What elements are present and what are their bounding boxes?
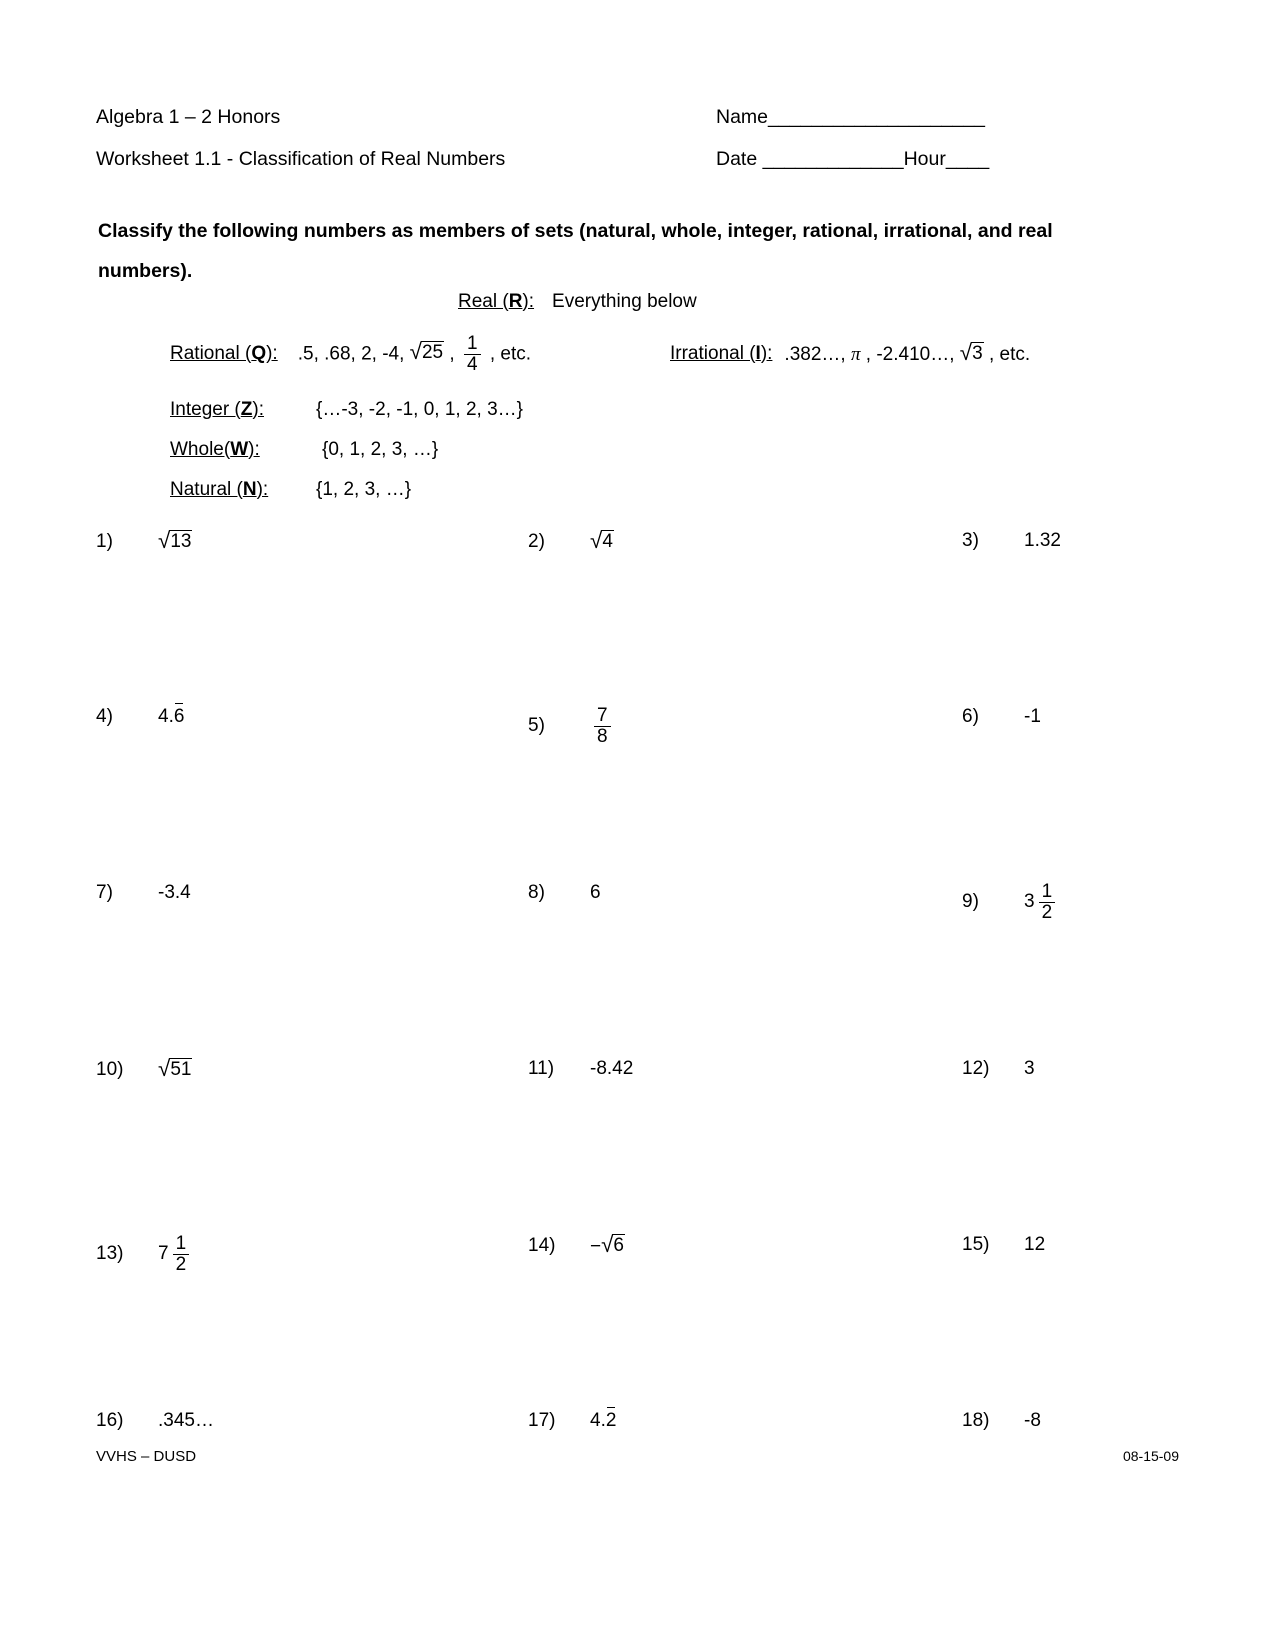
problem-list: [96, 530, 1116, 1586]
problem-number: 11): [528, 1058, 555, 1079]
problem-item: [528, 706, 615, 747]
course-title: Algebra 1 – 2 Honors: [96, 106, 281, 128]
radical-sign-icon: √: [590, 528, 603, 554]
problem-number: 16): [96, 1410, 124, 1431]
sqrt-25: √ 25: [409, 339, 444, 365]
plain-number: 3: [1024, 1058, 1035, 1079]
rational-prefix: .5, .68, 2, -4,: [297, 343, 410, 365]
set-row-whole: [170, 430, 439, 470]
problem-expression: [590, 1234, 625, 1258]
problem-number: 1): [96, 531, 113, 552]
problem-expression: [1024, 706, 1041, 728]
radical-sign-icon: √: [158, 1056, 171, 1082]
set-value-real: Everything below: [552, 291, 697, 312]
problem-number: 2): [528, 531, 545, 552]
problem-expression: [1024, 1058, 1035, 1080]
problem-item: [528, 882, 601, 904]
problem-item: [528, 1058, 633, 1080]
whole-part: 3: [1024, 891, 1035, 913]
problem-row: [96, 706, 1116, 882]
worksheet-title: Worksheet 1.1 - Classification of Real Numbers: [96, 148, 506, 170]
problem-number: 13): [96, 1243, 124, 1265]
problem-number: 5): [528, 715, 545, 737]
problem-row: [96, 882, 1116, 1058]
rational-comma: ,: [449, 343, 460, 365]
fraction: [173, 1234, 190, 1275]
header-row-2: [96, 138, 1116, 180]
irrational-prefix: .382…,: [784, 344, 851, 365]
problem-number: 15): [962, 1234, 990, 1255]
set-label-integer: Integer (Z):: [170, 399, 264, 420]
set-label-real: Real (R):: [458, 291, 535, 312]
sqrt-expression: [601, 1234, 625, 1257]
radicand: 51: [170, 1059, 192, 1080]
problem-expression: [158, 1410, 214, 1432]
irrational-suffix: , etc.: [988, 344, 1031, 365]
problem-number: 10): [96, 1059, 124, 1080]
fraction: [1039, 882, 1056, 923]
set-row-irrational: [670, 332, 1030, 376]
problem-number: 14): [528, 1235, 556, 1256]
whole-part: 7: [158, 1243, 169, 1265]
problem-expression: [590, 530, 614, 554]
problem-number: 8): [528, 882, 545, 903]
problem-expression: [1024, 1410, 1041, 1432]
problem-expression: [158, 882, 191, 904]
instruction-text: Classify the following numbers as members of sets (natural, whole, integer, rational, irrational, and real numbers).: [98, 220, 1053, 282]
set-value-whole: {0, 1, 2, 3, …}: [322, 439, 439, 460]
mixed-number: [1024, 882, 1059, 923]
problem-number: 18): [962, 1410, 990, 1431]
set-label-natural: Natural (N):: [170, 479, 269, 500]
problem-item: [962, 1234, 1045, 1256]
set-label-whole: Whole(W):: [170, 439, 260, 460]
problem-item: [962, 1410, 1041, 1432]
repeating-bar-digit: 2: [605, 1410, 617, 1431]
pi-symbol: π: [850, 344, 861, 365]
problem-expression: [590, 882, 601, 904]
header-row-1: [96, 96, 1116, 138]
set-row-rational: [170, 332, 531, 376]
problem-row: [96, 1058, 1116, 1234]
decimal-lead: 4.: [158, 706, 174, 727]
denominator: 2: [1039, 902, 1056, 923]
plain-number: -3.4: [158, 882, 191, 903]
problem-item: [528, 1234, 625, 1258]
set-value-rational: [298, 334, 531, 375]
numerator: 7: [597, 705, 608, 726]
problem-item: [962, 530, 1061, 552]
radicand: 13: [170, 531, 192, 552]
problem-item: [528, 1410, 616, 1432]
problem-number: 7): [96, 882, 113, 903]
problem-number: 3): [962, 530, 979, 551]
plain-number: -8: [1024, 1410, 1041, 1431]
problem-item: [96, 1410, 214, 1432]
problem-item: [962, 706, 1041, 728]
fraction: [594, 706, 611, 747]
problem-expression: [590, 706, 615, 747]
decimal-lead: 4.: [590, 1410, 606, 1431]
footer-date: 08-15-09: [1122, 1448, 1179, 1464]
problem-expression: [1024, 1234, 1045, 1256]
problem-number: 9): [962, 891, 979, 913]
problem-expression: [158, 1234, 193, 1275]
problem-item: [962, 882, 1059, 923]
problem-number: 17): [528, 1410, 556, 1431]
radical-sign-icon: √: [601, 1232, 614, 1258]
plain-number: .345…: [158, 1410, 214, 1431]
radical-sign-icon: √: [959, 340, 973, 366]
problem-expression: [158, 1058, 192, 1082]
set-value-integer: {…-3, -2, -1, 0, 1, 2, 3…}: [316, 399, 523, 420]
problem-expression: [1024, 530, 1061, 552]
radicand: 4: [602, 531, 613, 552]
problem-item: [96, 1234, 193, 1275]
irrational-mid: , -2.410…,: [865, 344, 960, 365]
repeating-bar-digit: 6: [173, 706, 185, 727]
problem-number: 6): [962, 706, 979, 727]
document-header: [96, 96, 1116, 180]
set-row-real: [458, 286, 697, 318]
date-hour-field: Date _____________Hour____: [716, 148, 990, 170]
problem-expression: [590, 1410, 616, 1432]
problem-item: [96, 706, 184, 728]
sqrt-3: √ 3: [959, 340, 983, 366]
denominator: 8: [594, 726, 611, 747]
problem-item: [96, 1058, 192, 1082]
radicand: 6: [613, 1235, 624, 1256]
plain-number: -8.42: [590, 1058, 634, 1079]
plain-number: 1.32: [1024, 530, 1061, 551]
plain-number: -1: [1024, 706, 1041, 727]
footer-school: VVHS – DUSD: [96, 1448, 197, 1465]
set-label-irrational: Irrational (I):: [670, 343, 773, 364]
sqrt-expression: [158, 530, 192, 553]
problem-row: [96, 530, 1116, 706]
numerator: 1: [175, 1233, 187, 1254]
numerator: 1: [1041, 881, 1053, 902]
problem-expression: [158, 706, 184, 728]
name-field: Name____________________: [716, 106, 985, 128]
problem-expression: [158, 530, 192, 554]
rational-suffix: , etc.: [489, 343, 532, 365]
set-row-natural: [170, 470, 412, 510]
problem-row: [96, 1234, 1116, 1410]
plain-number: 12: [1024, 1234, 1046, 1255]
set-value-natural: {1, 2, 3, …}: [316, 479, 412, 500]
problem-number: 12): [962, 1058, 990, 1079]
problem-item: [528, 530, 614, 554]
denominator: 2: [173, 1254, 190, 1275]
set-row-integer: [170, 390, 523, 430]
minus-sign: −: [590, 1236, 602, 1257]
problem-expression: [590, 1058, 633, 1080]
radical-sign-icon: √: [158, 528, 171, 554]
plain-number: 6: [590, 882, 601, 903]
problem-expression: [1024, 882, 1059, 923]
mixed-number: [158, 1234, 193, 1275]
set-label-rational: Rational (Q):: [170, 343, 278, 364]
problem-number: 4): [96, 706, 113, 727]
radical-sign-icon: √: [409, 339, 422, 365]
set-value-irrational: [784, 342, 1030, 366]
problem-item: [96, 530, 192, 554]
sqrt-expression: [590, 530, 614, 553]
problem-item: [962, 1058, 1035, 1080]
fraction-one-fourth: $\frac{1}{4}$: [464, 334, 481, 375]
sqrt-expression: [158, 1058, 192, 1081]
problem-row: [96, 1410, 1116, 1586]
problem-item: [96, 882, 191, 904]
